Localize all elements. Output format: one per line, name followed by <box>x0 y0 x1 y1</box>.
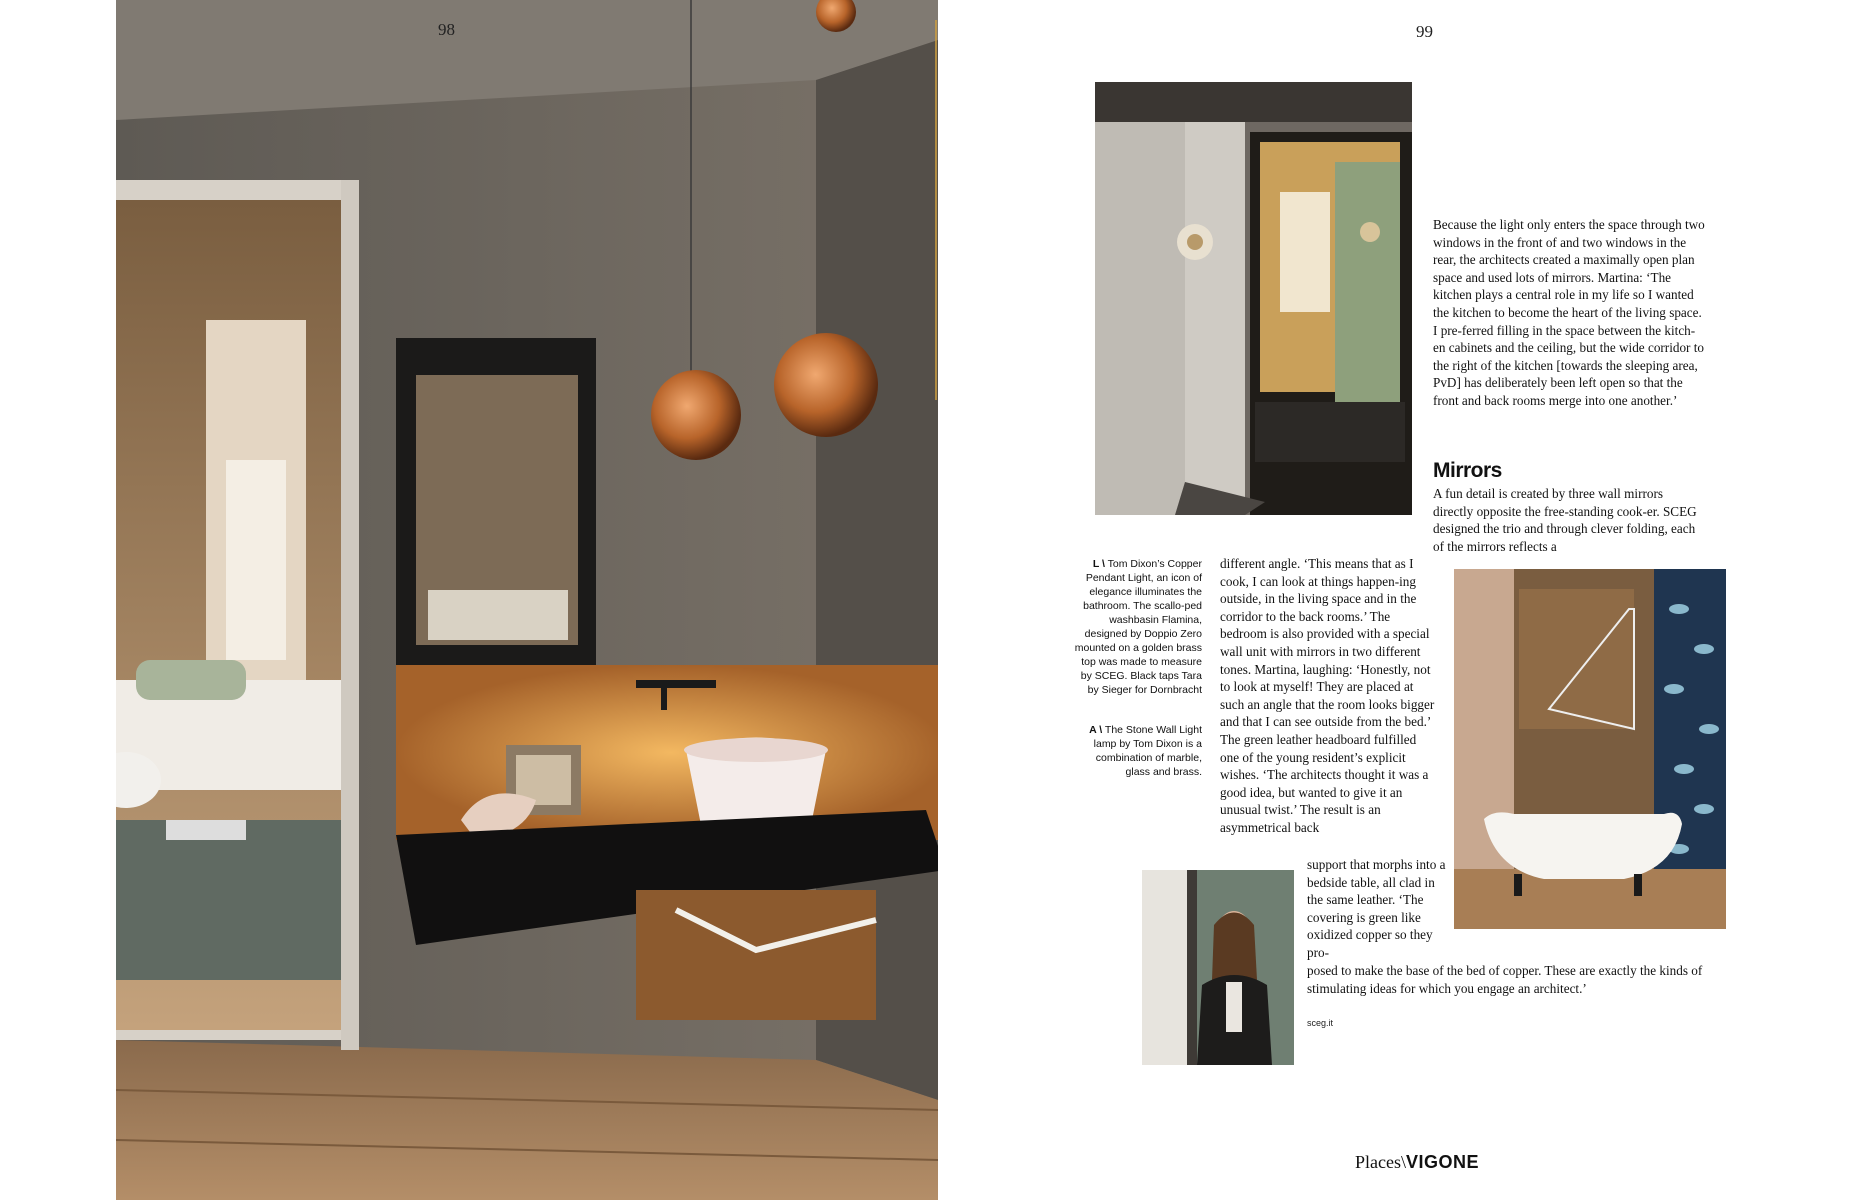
caption-above-photo <box>1070 723 1202 779</box>
body-paragraph-1: Because the light only enters the space through two windows in the front of and two windows in the rear, the architects created a maximally open plan space and used lots of mirrors. Martina: ‘The kitchen plays a central role in my life so I wanted the kitchen to become the heart of the living space. I pre-ferred filling in the space between the kitch-en cabinets and the ceiling, but the wide corridor to the right of the kitchen [towards the sleeping area, PvD] has deliberately been left open so that the front and back rooms merge into one another.’ <box>1433 217 1705 408</box>
bathtub-photo <box>1454 569 1726 929</box>
caption-marker-l: L \ <box>1092 558 1105 570</box>
page-number-left: 98 <box>438 20 455 39</box>
source-link[interactable]: sceg.it <box>1307 1018 1334 1028</box>
body-paragraph-2: A fun detail is created by three wall mirrors directly opposite the free-standing cook-er. SCEG designed the trio and through clever folding, each of the mirrors reflects a <box>1433 486 1697 554</box>
caption-marker-a: A \ <box>1089 724 1103 736</box>
portrait-photo <box>1142 870 1294 1065</box>
caption-above-text: The Stone Wall Light lamp by Tom Dixon is a combination of marble, glass and brass. <box>1093 724 1202 778</box>
caption-left-photo <box>1070 557 1202 697</box>
caption-left-text: Tom Dixon’s Copper Pendant Light, an icon of elegance illuminates the bathroom. The scallo-ped washbasin Flamina, designed by Doppio Zero mounted on a golden brass top was made to measure by SCEG. Black taps Tara by Sieger for Dornbracht <box>1074 558 1202 696</box>
body-paragraph-3: different angle. ‘This means that as I cook, I can look at things happen-ing outside, in the living space and in the corridor to the back rooms.’ The bedroom is also provided with a special wall unit with mirrors in two different tones. Martina, laughing: ‘Honestly, not to look at myself! They are placed at such an angle that the room looks bigger and that I can see outside from the bed.’ The green leather headboard fulfilled one of the young resident’s explicit wishes. ‘The architects thought it was a good idea, but wanted to give it an unusual twist.’ The result is an asymmetrical back <box>1220 556 1435 835</box>
page-number-right: 99 <box>1416 22 1433 41</box>
body-paragraph-4: support that morphs into a bedside table, all clad in the same leather. ‘The covering is green like oxidized copper so they pro- <box>1307 857 1446 960</box>
footer-brand <box>1355 1152 1479 1173</box>
footer-brand-vigone: VIGONE <box>1406 1152 1480 1172</box>
body-paragraph-5: posed to make the base of the bed of copper. These are exactly the kinds of stimulating ideas for which you engage an architect.’ <box>1307 963 1703 996</box>
footer-brand-places: Places\ <box>1355 1152 1406 1172</box>
corridor-photo <box>1095 82 1412 515</box>
bathroom-photo <box>116 0 938 1200</box>
section-heading-mirrors: Mirrors <box>1433 459 1502 482</box>
